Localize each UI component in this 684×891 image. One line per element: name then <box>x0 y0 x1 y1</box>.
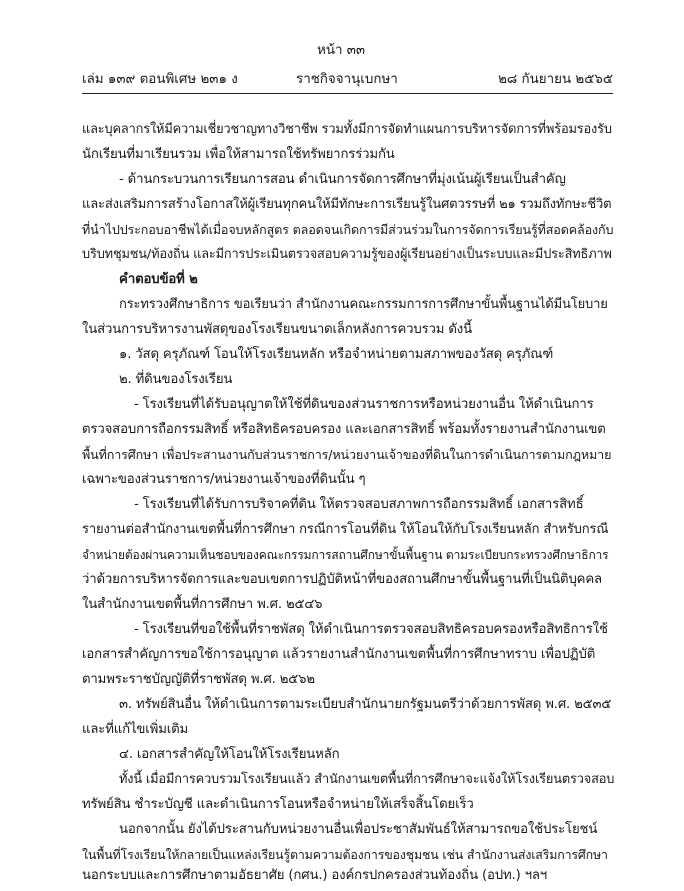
text-line: ว่าด้วยการบริหารจัดการและขอบเขตการปฏิบัติหน้าที่ของสถานศึกษาขั้นพื้นฐานที่เป็นนิติบุคคล <box>82 572 602 587</box>
text-line: นอกระบบและการศึกษาตามอัธยาศัย (กศน.) องค์กรปกครองส่วนท้องถิ่น (อปท.) ฯลฯ <box>82 868 548 883</box>
text-line: และส่งเสริมการสร้างโอกาสให้ผู้เรียนทุกคนให้มีทักษะการเรียนรู้ในศตวรรษที่ ๒๑ รวมถึงทักษะชีวิต <box>82 197 612 212</box>
text-line: - โรงเรียนที่ขอใช้พื้นที่ราชพัสดุ ให้ดำเนินการตรวจสอบสิทธิครอบครองหรือสิทธิการใช้ <box>134 622 608 637</box>
text-line: ตรวจสอบการถือกรรมสิทธิ์ หรือสิทธิครอบครอง และเอกสารสิทธิ์ พร้อมทั้งรายงานสำนักงานเขต <box>82 422 606 437</box>
list-item: ๓. ทรัพย์สินอื่น ให้ดำเนินการตามระเบียบสำนักนายกรัฐมนตรีว่าด้วยการพัสดุ พ.ศ. ๒๕๓๕ <box>119 697 612 712</box>
text-line: เฉพาะของส่วนราชการ/หน่วยงานเจ้าของที่ดินนั้น ๆ <box>82 472 366 487</box>
text-line: - โรงเรียนที่ได้รับอนุญาตให้ใช้ที่ดินของส่วนราชการหรือหน่วยงานอื่น ให้ดำเนินการ <box>134 397 594 412</box>
text-line: บริบทชุมชน/ท้องถิ่น และมีการประเมินตรวจสอบความรู้ของผู้เรียนอย่างเป็นระบบและมีประสิทธิภาพ <box>82 247 612 262</box>
list-item: ๑. วัสดุ ครุภัณฑ์ โอนให้โรงเรียนหลัก หรือจำหน่ายตามสภาพของวัสดุ ครุภัณฑ์ <box>119 347 554 362</box>
text-line: ทั้งนี้ เมื่อมีการควบรวมโรงเรียนแล้ว สำนักงานเขตพื้นที่การศึกษาจะแจ้งให้โรงเรียนตรวจสอบ <box>119 772 615 787</box>
text-line: ในพื้นที่โรงเรียนให้กลายเป็นแหล่งเรียนรู้ตามความต้องการของชุมชน เช่น สำนักงานส่งเสริมการศึกษา <box>82 847 608 862</box>
text-line: และบุคลากรให้มีความเชี่ยวชาญทางวิชาชีพ รวมทั้งมีการจัดทำแผนการบริหารจัดการที่พร้อมรองรับ <box>82 122 612 137</box>
text-line: ในสำนักงานเขตพื้นที่การศึกษา พ.ศ. ๒๕๔๖ <box>82 597 323 612</box>
text-line: นอกจากนั้น ยังได้ประสานกับหน่วยงานอื่นเพื่อประชาสัมพันธ์ให้สามารถขอใช้ประโยชน์ <box>119 822 598 837</box>
text-line: ตามพระราชบัญญัติที่ราชพัสดุ พ.ศ. ๒๕๖๒ <box>82 672 315 687</box>
text-line: และที่แก้ไขเพิ่มเติม <box>82 722 189 737</box>
text-line: - ด้านกระบวนการเรียนการสอน ดำเนินการจัดการศึกษาที่มุ่งเน้นผู้เรียนเป็นสำคัญ <box>119 172 566 187</box>
text-line: จำหน่ายต้องผ่านความเห็นชอบของคณะกรรมการสถานศึกษาขั้นพื้นฐาน ตามระเบียบกระทรวงศึกษาธิการ <box>82 548 609 562</box>
text-line: - โรงเรียนที่ได้รับการบริจาคที่ดิน ให้ตรวจสอบสภาพการถือกรรมสิทธิ์ เอกสารสิทธิ์ <box>134 497 584 512</box>
text-line: เอกสารสำคัญการขอใช้การอนุญาต แล้วรายงานสำนักงานเขตพื้นที่การศึกษาทราบ เพื่อปฏิบัติ <box>82 647 596 662</box>
header-divider <box>82 93 613 94</box>
text-line: พื้นที่การศึกษา เพื่อประสานงานกับส่วนราชการ/หน่วยงานเจ้าของที่ดินในการดำเนินการตามกฎหมาย <box>82 447 612 462</box>
page-number: หน้า ๓๓ <box>317 43 366 58</box>
answer-heading: คำตอบข้อที่ ๒ <box>119 272 198 287</box>
list-item: ๔. เอกสารสำคัญให้โอนให้โรงเรียนหลัก <box>119 747 340 762</box>
list-item: ๒. ที่ดินของโรงเรียน <box>119 372 233 387</box>
text-line: กระทรวงศึกษาธิการ ขอเรียนว่า สำนักงานคณะกรรมการการศึกษาขั้นพื้นฐานได้มีนโยบาย <box>119 297 608 312</box>
text-line: รายงานต่อสำนักงานเขตพื้นที่การศึกษา กรณีการโอนที่ดิน ให้โอนให้กับโรงเรียนหลัก สำหรับกรณี <box>82 522 609 537</box>
text-line: ที่นำไปประกอบอาชีพได้เมื่อจบหลักสูตร ตลอดจนเกิดการมีส่วนร่วมในการจัดการเรียนรู้ที่สอดคล้องกับ <box>82 222 614 237</box>
volume-issue: เล่ม ๑๓๙ ตอนพิเศษ ๒๓๑ ง <box>82 72 238 87</box>
publication-title: ราชกิจจานุเบกษา <box>296 72 398 87</box>
text-line: นักเรียนที่มาเรียนรวม เพื่อให้สามารถใช้ทรัพยากรร่วมกัน <box>82 147 395 162</box>
text-line: ทรัพย์สิน ชำระบัญชี และดำเนินการโอนหรือจำหน่ายให้เสร็จสิ้นโดยเร็ว <box>82 797 474 812</box>
text-line: ในส่วนการบริหารงานพัสดุของโรงเรียนขนาดเล็กหลังการควบรวม ดังนี้ <box>82 322 472 337</box>
publication-date: ๒๘ กันยายน ๒๕๖๕ <box>498 72 613 87</box>
